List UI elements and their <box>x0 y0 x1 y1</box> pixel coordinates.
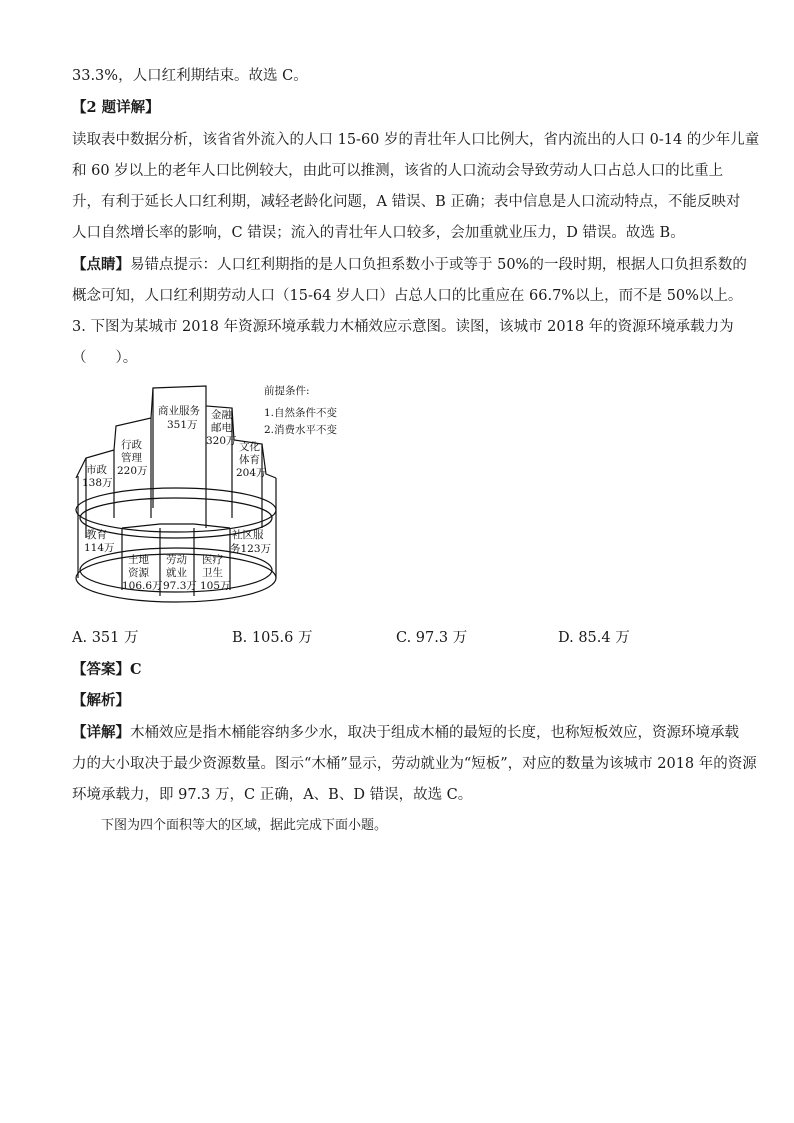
option-d: D. 85.4 万 <box>558 630 630 646</box>
stave-admin-name-1: 行政 <box>121 439 142 451</box>
answer-line: 【答案】C <box>72 661 142 678</box>
text-line-7: 【点睛】易错点提示：人口红利期指的是人口负担系数小于或等于 50%的一段时期，根据人口负担系数的 <box>72 256 747 273</box>
option-a: A. 351 万 <box>72 630 139 646</box>
stave-land-name-1: 土地 <box>128 554 149 566</box>
stave-medical-name-2: 卫生 <box>202 567 223 579</box>
premise-item-2: 2.消费水平不变 <box>264 424 338 436</box>
stave-labor-value: 97.3万 <box>163 580 197 592</box>
text-line-1: 33.3%，人口红利期结束。故选 C。 <box>72 68 308 84</box>
stave-commerce-value: 351万 <box>167 419 198 431</box>
stave-culture-name-1: 文化 <box>239 441 260 453</box>
stave-admin-value: 220万 <box>117 465 148 477</box>
barrel-effect-figure <box>66 378 366 618</box>
question-3-stem: 3. 下图为某城市 2018 年资源环境承载力木桶效应示意图。读图，该城市 2018 年的资源环境承载力为 <box>72 319 734 335</box>
text-line-3: 读取表中数据分析，该省省外流入的人口 15-60 岁的青壮年人口比例大，省内流出的人口 0-14 的少年儿童 <box>72 132 760 148</box>
option-b: B. 105.6 万 <box>232 630 313 646</box>
stave-land-name-2: 资源 <box>128 567 149 579</box>
text-line-6: 人口自然增长率的影响，C 错误；流入的青壮年人口较多，会加重就业压力，D 错误。故选 B。 <box>72 225 685 241</box>
detail-line-3: 环境承载力，即 97.3 万，C 正确，A、B、D 错误，故选 C。 <box>72 787 473 803</box>
stave-commerce-name: 商业服务 <box>158 405 200 417</box>
next-question-intro: 下图为四个面积等大的区域，据此完成下面小题。 <box>101 818 388 833</box>
stave-labor-name-1: 劳动 <box>166 554 187 566</box>
stave-municipal-value: 138万 <box>82 477 113 489</box>
stave-culture-name-2: 体育 <box>239 454 260 466</box>
stave-admin-name-2: 管理 <box>121 452 142 464</box>
stave-culture-value: 204万 <box>236 467 267 479</box>
barrel-short-stave-top <box>122 524 230 528</box>
stave-land-value: 106.6万 <box>122 580 163 592</box>
detail-line-1: 【详解】木桶效应是指木桶能容纳多少水，取决于组成木桶的最短的长度，也称短板效应，资源环境承载 <box>72 724 739 741</box>
stave-medical-value: 105万 <box>200 580 231 592</box>
text-line-8: 概念可知，人口红利期劳动人口（15-64 岁人口）占总人口的比重应在 66.7%以上，而不是 50%以上。 <box>72 288 743 304</box>
stave-community-name: 社区服 <box>232 529 264 541</box>
premise-title: 前提条件: <box>264 385 310 397</box>
text-line-5: 升，有利于延长人口红利期，减轻老龄化问题，A 错误、B 正确；表中信息是人口流动特点，不能反映对 <box>72 194 741 210</box>
stave-labor-name-2: 就业 <box>166 567 187 579</box>
question-3-blank: （ ）。 <box>72 350 138 366</box>
stave-education-name: 教育 <box>86 529 107 541</box>
stave-medical-name-1: 医疗 <box>202 554 223 566</box>
stave-finance-value: 320万 <box>206 435 237 447</box>
stave-municipal-name: 市政 <box>86 464 107 476</box>
option-c: C. 97.3 万 <box>396 630 468 646</box>
stave-community-value: 务123万 <box>230 543 272 555</box>
analysis-heading: 【解析】 <box>72 692 130 709</box>
stave-finance-name-2: 邮电 <box>211 422 232 434</box>
stave-education-value: 114万 <box>84 542 115 554</box>
stave-finance-name-1: 金融 <box>211 409 232 421</box>
detail-line-2: 力的大小取决于最少资源数量。图示“木桶”显示，劳动就业为“短板”，对应的数量为该城市 2018 年的资源 <box>72 756 757 772</box>
premise-item-1: 1.自然条件不变 <box>264 407 338 419</box>
section-heading-q2: 【2 题详解】 <box>72 99 160 116</box>
text-line-4: 和 60 岁以上的老年人口比例较大，由此可以推测，该省的人口流动会导致劳动人口占总人口的比重上 <box>72 163 724 179</box>
